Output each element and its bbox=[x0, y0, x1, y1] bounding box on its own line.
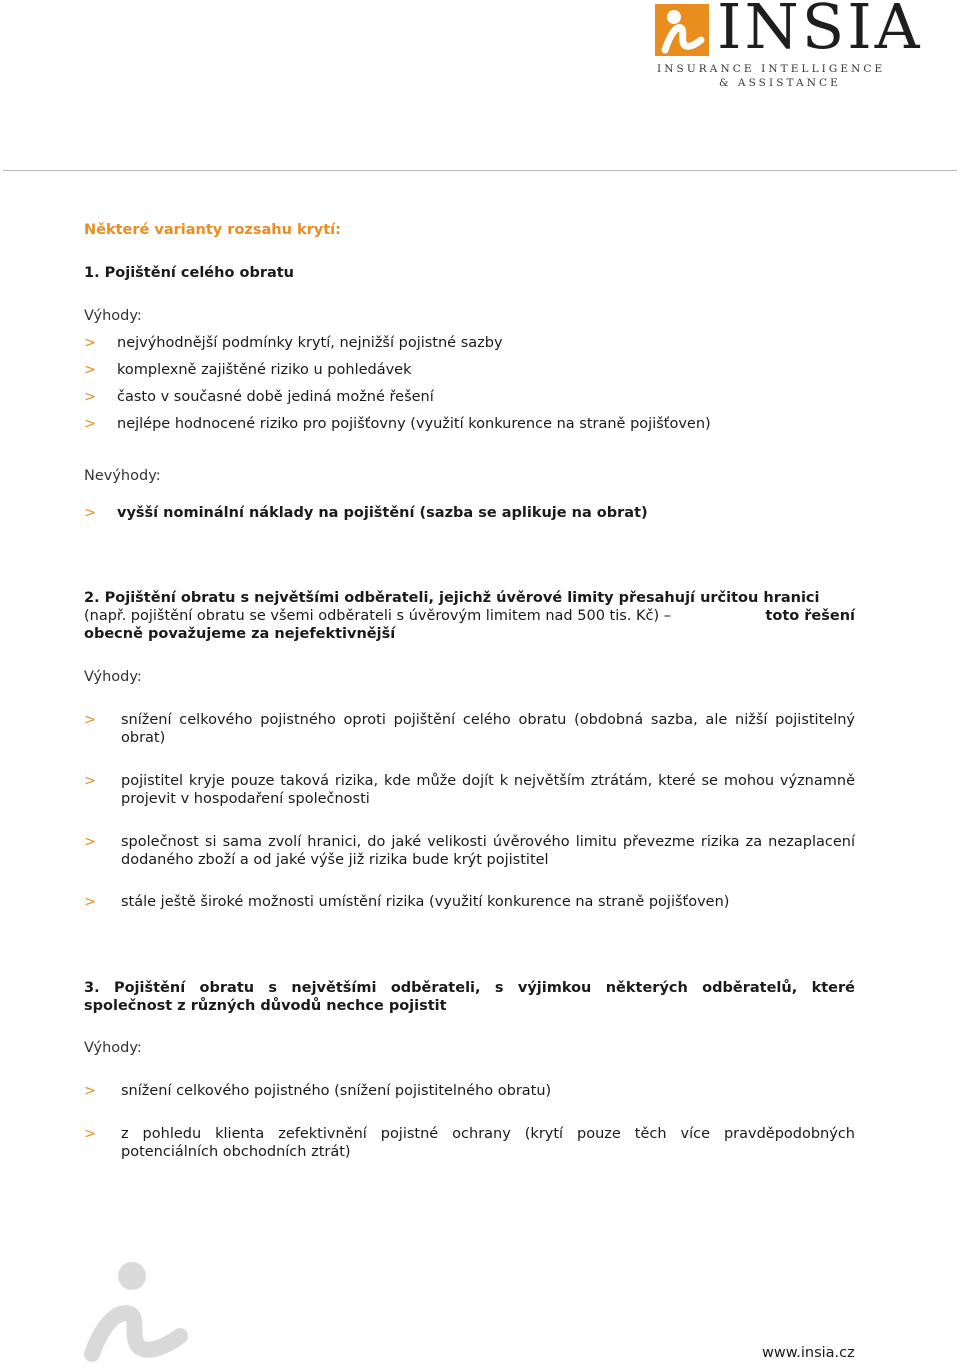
variant-1-cons-label: Nevýhody: bbox=[84, 468, 161, 484]
logo-wordmark: INSIA bbox=[717, 0, 923, 63]
insia-watermark-icon bbox=[82, 1254, 190, 1366]
logo-tagline-line-2: & ASSISTANCE bbox=[719, 76, 841, 89]
list-item-text: z pohledu klienta zefektivnění pojistné ochrany (krytí pouze těch více pravděpodobných potenciálních obchodních ztrát) bbox=[121, 1126, 855, 1160]
variant-3-pros-label: Výhody: bbox=[84, 1040, 142, 1056]
bullet-arrow-icon: > bbox=[84, 416, 97, 432]
page-header bbox=[0, 0, 960, 172]
variant-2-title-emphasis: toto řešení bbox=[765, 608, 855, 624]
list-item-text: stále ještě široké možnosti umístění rizika (využití konkurence na straně pojišťoven) bbox=[121, 894, 730, 910]
list-item-text: pojistitel kryje pouze taková rizika, kde může dojít k největším ztrátám, které se mohou významně projevit v hospodaření společnosti bbox=[121, 773, 855, 807]
list-item bbox=[84, 772, 855, 808]
variant-3-title: 3. Pojištění obratu s největšími odběrateli, s výjimkou některých odběratelů, které společnost z různých důvodů nechce pojistit bbox=[84, 980, 855, 1014]
variant-1-pros-label: Výhody: bbox=[84, 308, 142, 324]
list-item-text: nejlépe hodnocené riziko pro pojišťovny (využití konkurence na straně pojišťoven) bbox=[117, 416, 711, 432]
list-item bbox=[84, 711, 855, 747]
insia-logo bbox=[655, 0, 927, 90]
insia-logo-mark-icon bbox=[655, 4, 709, 56]
bullet-arrow-icon: > bbox=[84, 834, 97, 850]
variant-2-title-line-1: 2. Pojištění obratu s největšími odběrateli, jejichž úvěrové limity přesahují určitou hranici bbox=[84, 590, 820, 606]
variant-2-title-line-3: obecně považujeme za nejefektivnější bbox=[84, 626, 396, 642]
list-item-text: vyšší nominální náklady na pojištění (sazba se aplikuje na obrat) bbox=[117, 505, 648, 521]
logo-tagline-line-1: INSURANCE INTELLIGENCE bbox=[657, 63, 886, 75]
variant-1-title: 1. Pojištění celého obratu bbox=[84, 265, 295, 281]
bullet-arrow-icon: > bbox=[84, 1126, 97, 1142]
bullet-arrow-icon: > bbox=[84, 335, 97, 351]
bullet-arrow-icon: > bbox=[84, 505, 97, 521]
logo-tagline bbox=[657, 63, 925, 91]
variant-2-title-line-2 bbox=[84, 607, 855, 625]
bullet-arrow-icon: > bbox=[84, 894, 97, 910]
list-item-text: snížení celkového pojistného oproti pojištění celého obratu (obdobná sazba, ale nižší pojistitelný obrat) bbox=[121, 712, 855, 746]
list-item-text: často v současné době jediná možné řešení bbox=[117, 389, 434, 405]
list-item-text: společnost si sama zvolí hranici, do jaké velikosti úvěrového limitu převezme rizika za nezaplacení dodaného zboží a od jaké výše již rizika bude krýt pojistitel bbox=[121, 834, 855, 868]
variant-2-pros-label: Výhody: bbox=[84, 669, 142, 685]
section-heading: Některé varianty rozsahu krytí: bbox=[84, 222, 341, 238]
bullet-arrow-icon: > bbox=[84, 362, 97, 378]
footer-website-url: www.insia.cz bbox=[762, 1345, 855, 1361]
header-divider bbox=[3, 170, 957, 171]
bullet-arrow-icon: > bbox=[84, 712, 97, 728]
variant-2-title bbox=[84, 589, 855, 643]
list-item-text: nejvýhodnější podmínky krytí, nejnižší pojistné sazby bbox=[117, 335, 503, 351]
bullet-arrow-icon: > bbox=[84, 389, 97, 405]
list-item-text: komplexně zajištěné riziko u pohledávek bbox=[117, 362, 412, 378]
list-item bbox=[84, 833, 855, 869]
bullet-arrow-icon: > bbox=[84, 773, 97, 789]
bullet-arrow-icon: > bbox=[84, 1083, 97, 1099]
list-item-text: snížení celkového pojistného (snížení pojistitelného obratu) bbox=[121, 1083, 552, 1099]
list-item bbox=[84, 1125, 855, 1161]
variant-2-title-note: (např. pojištění obratu se všemi odběrateli s úvěrovým limitem nad 500 tis. Kč) – bbox=[84, 608, 672, 624]
